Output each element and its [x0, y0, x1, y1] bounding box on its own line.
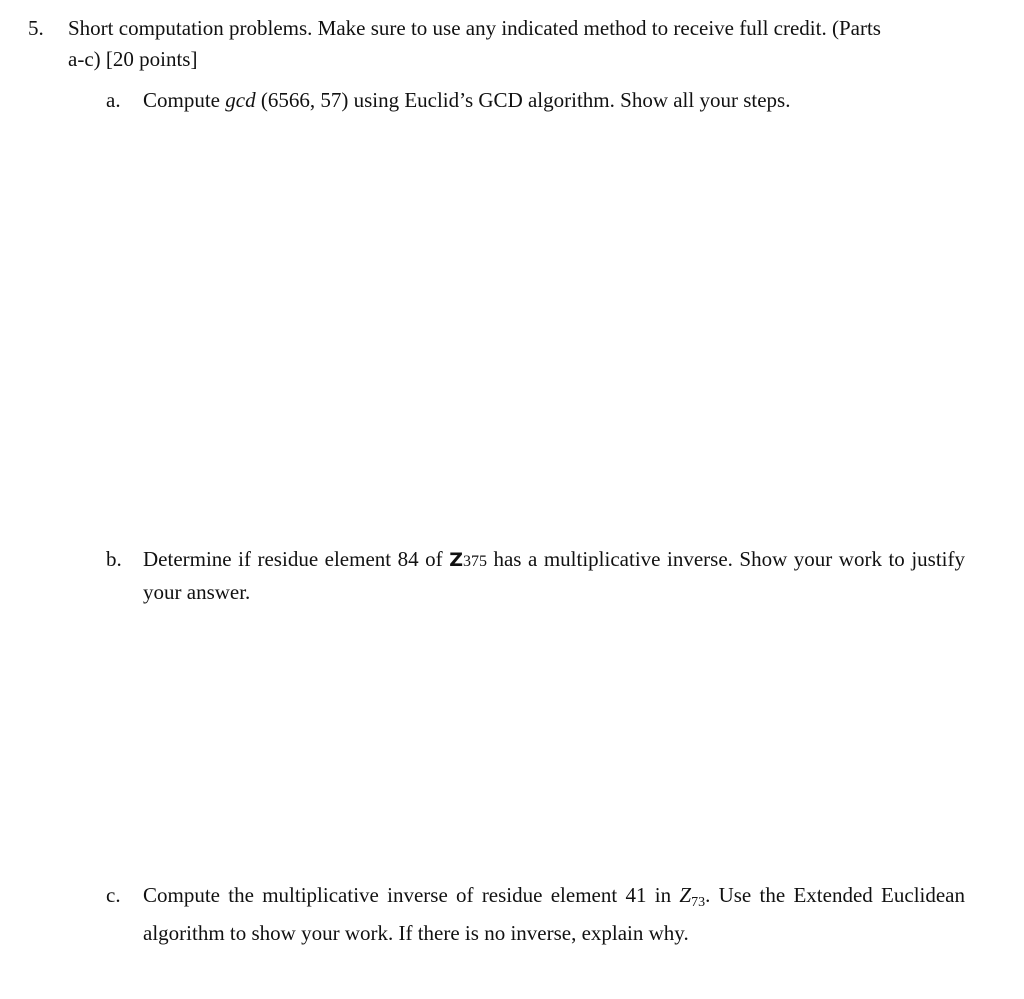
part-c-set-subscript: 73: [691, 895, 706, 910]
part-b-set-subscript: 375: [462, 553, 487, 570]
part-c-post: . Use the Extended Euclidean algorithm to show your work. If there is no inverse, explain why.: [143, 883, 965, 945]
question-number: 5.: [28, 16, 44, 40]
part-c-text: [143, 880, 965, 949]
part-b-post: has a multiplicative inverse. Show your work to justify your answer.: [143, 547, 966, 604]
part-c-label: c.: [106, 883, 121, 907]
question-prompt-line1: Short computation problems. Make sure to use any indicated method to receive full credit. (Parts: [68, 16, 881, 40]
part-a-pre: Compute: [143, 88, 226, 112]
part-b-label: b.: [106, 547, 122, 571]
part-a-label: a.: [106, 88, 121, 112]
part-c-pre: Compute the multiplicative inverse of residue element 41 in: [143, 883, 680, 907]
part-b-text: [143, 544, 965, 608]
part-a-text: [143, 85, 965, 116]
question-prompt: [68, 13, 978, 75]
part-c-set-symbol: Z: [679, 883, 692, 907]
part-b-set-symbol: Z: [449, 549, 463, 571]
part-b-pre: Determine if residue element 84 of: [143, 547, 450, 571]
part-a-func: gcd: [225, 88, 256, 112]
question-prompt-line2: a-c) [20 points]: [68, 47, 198, 71]
part-a-post: (6566, 57) using Euclid’s GCD algorithm. Show all your steps.: [255, 88, 791, 112]
